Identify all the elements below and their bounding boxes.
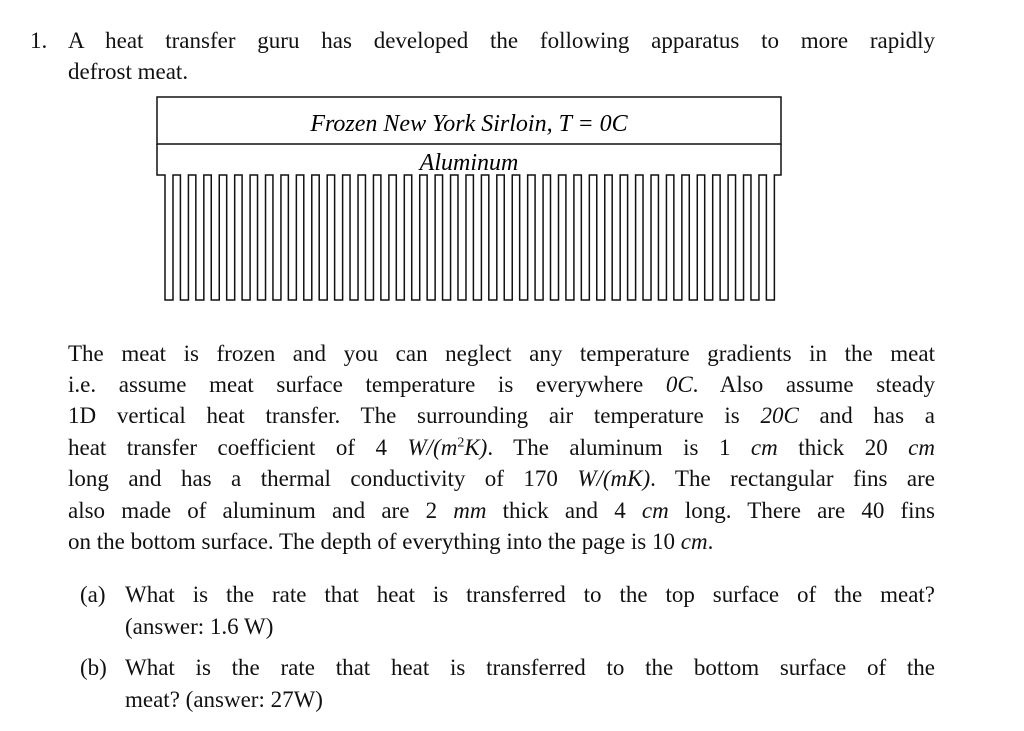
- paragraph-line: [68, 402, 935, 430]
- math-expression: cm: [750, 435, 778, 460]
- text-segment: and has a: [798, 403, 935, 428]
- text-segment: . The rectangular fins are: [650, 466, 935, 491]
- paragraph-line: [68, 497, 935, 525]
- part-b-line: [125, 686, 935, 714]
- math-expression: W/(mK): [577, 466, 651, 491]
- math-expression: cm: [641, 498, 669, 523]
- math-expression: 0C: [665, 372, 693, 397]
- math-expression: cm: [908, 435, 935, 460]
- math-expression: cm: [680, 529, 708, 554]
- text-segment: long. There are 40 fins: [668, 498, 935, 523]
- text-segment: thick 20: [777, 435, 909, 460]
- part-a-line: [125, 581, 935, 609]
- aluminum-label: Aluminum: [419, 150, 519, 176]
- text-segment: (answer: 1.6 W): [125, 614, 274, 639]
- paragraph-line: [68, 434, 935, 462]
- intro-line: [68, 27, 935, 55]
- math-expression: K): [464, 435, 488, 460]
- intro-line: [68, 58, 935, 86]
- text-segment: also made of aluminum and are 2: [68, 498, 454, 523]
- math-expression: mm: [453, 498, 487, 523]
- part-label: (b): [80, 655, 107, 680]
- text-segment: What is the rate that heat is transferred to the bottom surface of the: [125, 655, 935, 680]
- paragraph-line: [68, 340, 935, 368]
- superscript: 2: [457, 435, 465, 451]
- text-segment: 1D vertical heat transfer. The surrounding air temperature is: [68, 403, 761, 428]
- paragraph-line: [68, 528, 935, 556]
- problem-number: 1.: [30, 28, 48, 53]
- text-segment: The meat is frozen and you can neglect any temperature gradients in the meat: [68, 341, 935, 366]
- text-segment: on the bottom surface. The depth of everything into the page is 10: [68, 529, 681, 554]
- math-expression: 20C: [760, 403, 799, 428]
- text-segment: i.e. assume meat surface temperature is everywhere: [68, 372, 666, 397]
- text-segment: meat? (answer: 27W): [125, 687, 323, 712]
- text-segment: long and has a thermal conductivity of 170: [68, 466, 578, 491]
- text-segment: defrost meat.: [68, 59, 189, 84]
- text-segment: What is the rate that heat is transferred to the top surface of the meat?: [125, 582, 935, 607]
- part-b-line: [125, 654, 935, 682]
- text-segment: A heat transfer guru has developed the following apparatus to more rapidly: [68, 28, 935, 53]
- text-segment: . The aluminum is 1: [487, 435, 751, 460]
- part-a-line: [125, 613, 935, 641]
- text-segment: .: [707, 529, 714, 554]
- text-segment: . Also assume steady: [692, 372, 935, 397]
- meat-label: Frozen New York Sirloin, T = 0C: [310, 111, 628, 137]
- part-label: (a): [80, 582, 106, 607]
- text-segment: thick and 4: [486, 498, 642, 523]
- paragraph-line: [68, 371, 935, 399]
- math-expression: W/(m: [407, 435, 458, 460]
- paragraph-line: [68, 465, 935, 493]
- text-segment: heat transfer coefficient of 4: [68, 435, 408, 460]
